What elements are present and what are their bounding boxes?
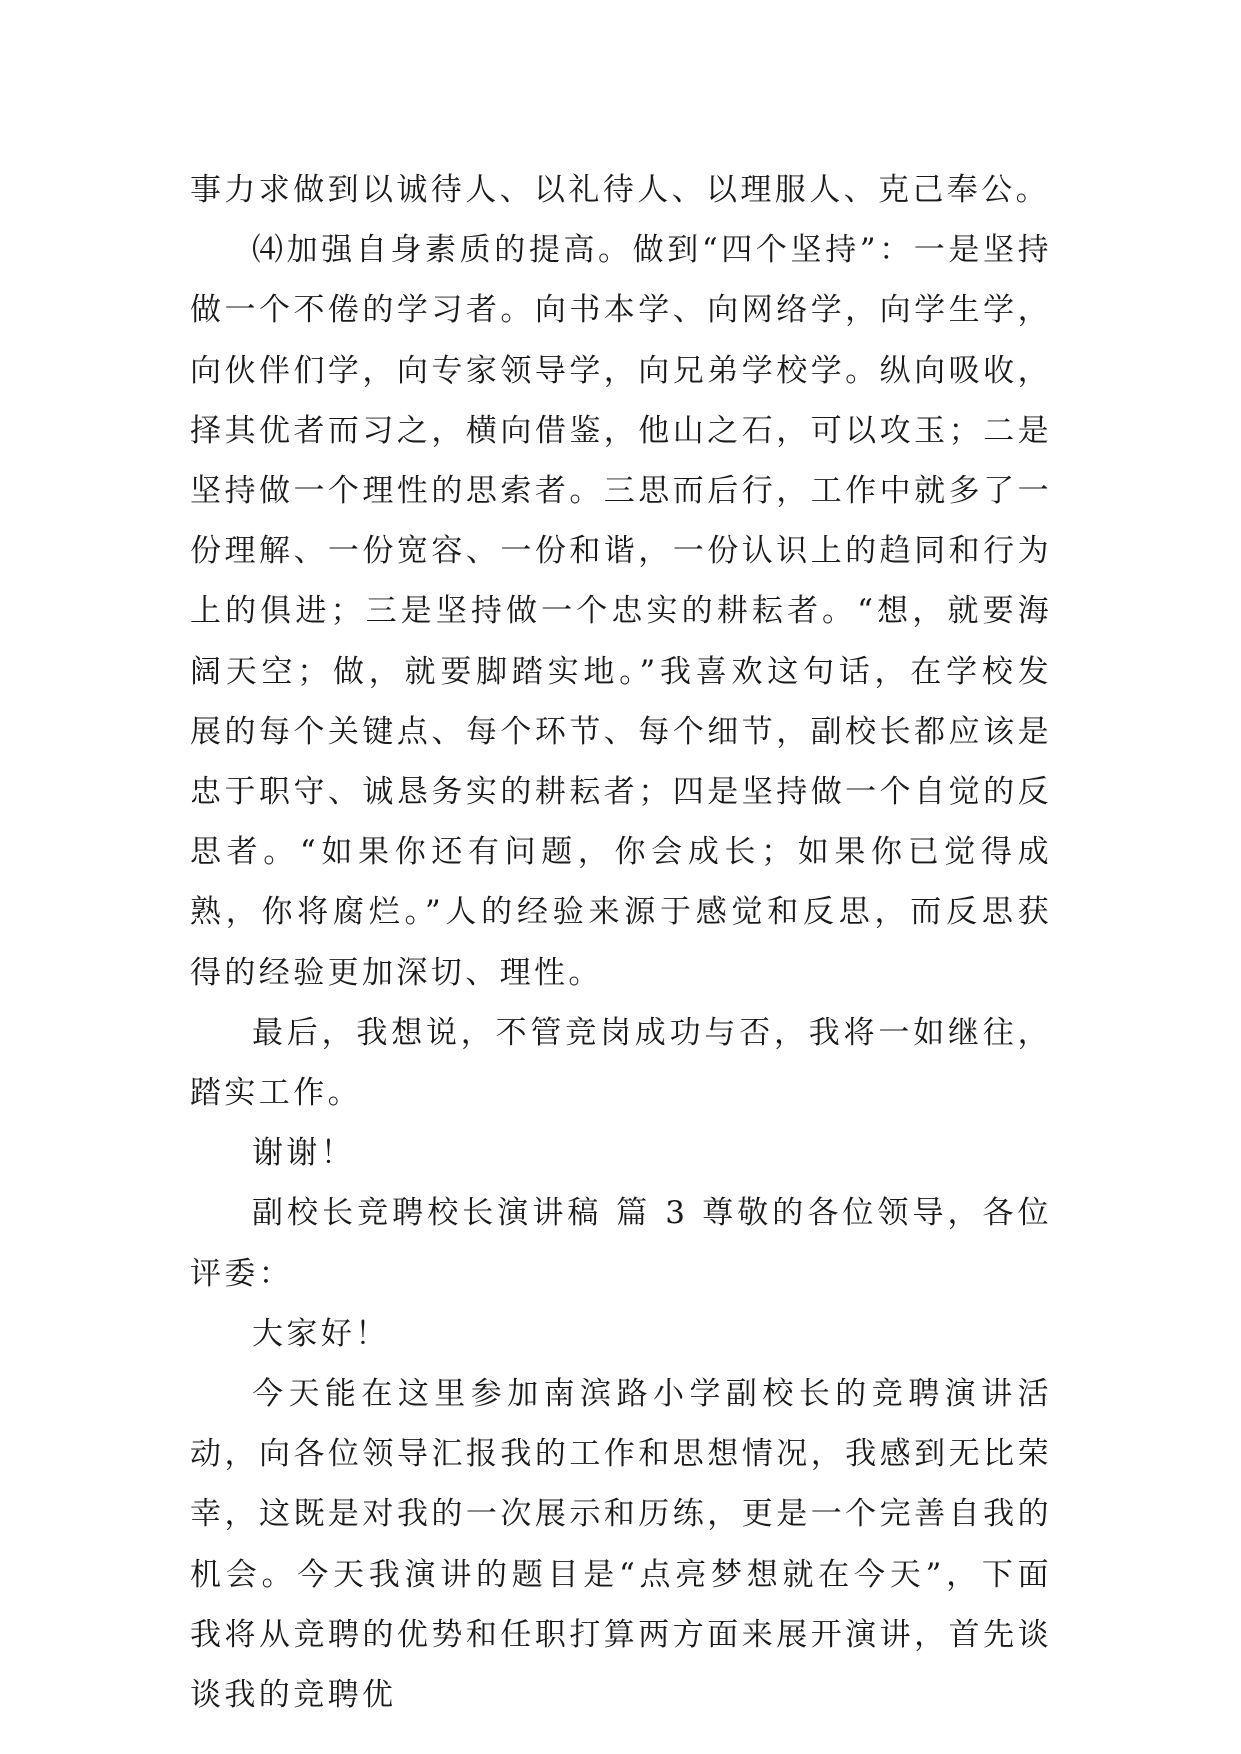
paragraph-introduction: 今天能在这里参加南滨路小学副校长的竞聘演讲活动，向各位领导汇报我的工作和思想情况，我感到无比荣幸，这既是对我的一次展示和历练，更是一个完善自我的机会。今天我演讲的题目是“点亮梦想就在今天”，下面我将从竞聘的优势和任职打算两方面来展开演讲，首先谈谈我的竞聘优 (190, 1376, 1052, 1714)
paragraph-greeting: 大家好！ (252, 1315, 390, 1352)
paragraph-continuation: 事力求做到以诚待人、以礼待人、以理服人、克己奉公。 (190, 172, 1050, 208)
paragraph-four-persistences: ⑷加强自身素质的提高。做到“四个坚持”：一是坚持做一个不倦的学习者。向书本学、向网络学，向学生学，向伙伴们学，向专家领导学，向兄弟学校学。纵向吸收，择其优者而习之，横向借鉴，他山之石，可以攻玉；二是坚持做一个理性的思索者。三思而后行，工作中就多了一份理解、一份宽容、一份和谐，一份认识上的趋同和行为上的俱进；三是坚持做一个忠实的耕耘者。“想，就要海阔天空；做，就要脚踏实地。”我喜欢这句话，在学校发展的每个关键点、每个环节、每个细节，副校长都应该是忠于职守、诚恳务实的耕耘者；四是坚持做一个自觉的反思者。“如果你还有问题，你会成长；如果你已觉得成熟，你将腐烂。”人的经验来源于感觉和反思，而反思获得的经验更加深切、理性。 (190, 232, 1052, 991)
paragraph-thanks: 谢谢！ (252, 1135, 356, 1172)
document-body (190, 160, 1052, 1725)
paragraph-conclusion: 最后，我想说，不管竞岗成功与否，我将一如继往，踏实工作。 (190, 1014, 1052, 1112)
paragraph-section-heading: 副校长竞聘校长演讲稿 篇 3 尊敬的各位领导，各位评委： (190, 1195, 1052, 1292)
